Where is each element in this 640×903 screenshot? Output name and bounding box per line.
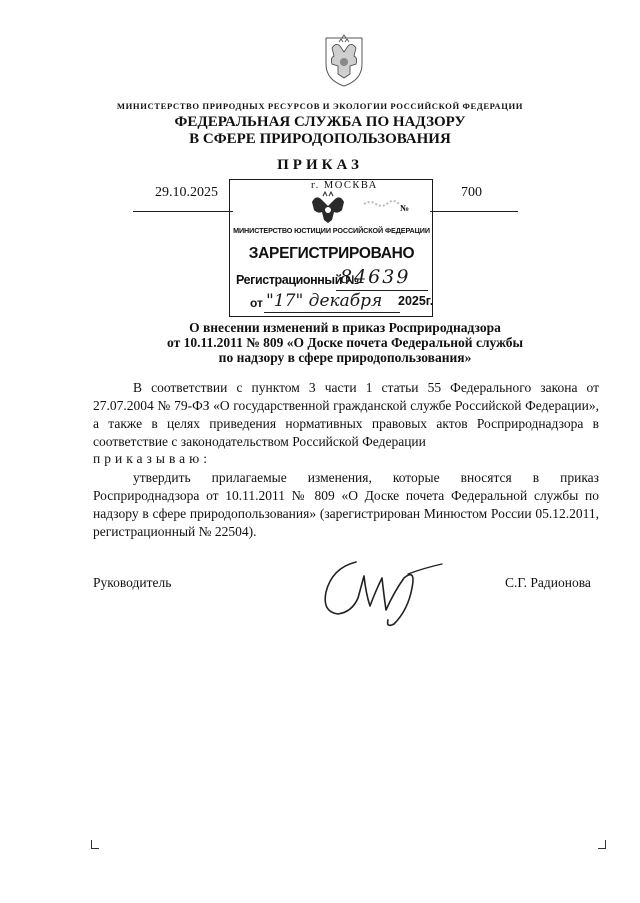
corner-mark-bottom-right (598, 840, 606, 849)
stamp-date-underline (264, 312, 400, 313)
corner-mark-bottom-left (91, 840, 99, 849)
stamp-date-value: "17" декабря (266, 291, 383, 311)
order-subject (0, 320, 640, 365)
stamp-ministry: МИНИСТЕРСТВО ЮСТИЦИИ РОССИЙСКОЙ ФЕДЕРАЦИИ (233, 226, 430, 235)
document-type: ПРИКАЗ (277, 157, 363, 173)
handwritten-signature (312, 548, 450, 630)
service-line-1: ФЕДЕРАЛЬНАЯ СЛУЖБА ПО НАДЗОРУ (174, 114, 466, 130)
city-name: г. МОСКВА (311, 180, 378, 191)
subject-line-1: О внесении изменений в приказ Росприроднадзора (189, 320, 501, 335)
number-underline (430, 211, 518, 212)
stamp-smudge (362, 198, 402, 210)
subject-line-3: по надзору в сфере природопользования» (218, 350, 472, 365)
preamble-paragraph: В соответствии с пунктом 3 части 1 статьи 55 Федерального закона от 27.07.2004 № 79-ФЗ «О государственной гражданской службе Российской Федерации», а также в целях приведения нормативных правовых актов Росприроднадзора в соответствие с законодательством Российской Федерации (93, 380, 599, 449)
stamp-registration-number: 84639 (340, 266, 411, 288)
order-number: 700 (461, 185, 482, 200)
stamp-date-year: 2025г. (398, 294, 434, 308)
subject-line-2: от 10.11.2011 № 809 «О Доске почета Федеральной службы (167, 335, 523, 350)
stamp-registered: ЗАРЕГИСТРИРОВАНО (248, 245, 415, 262)
coat-of-arms-icon (322, 34, 366, 88)
stamp-registration-label: Регистрационный № (236, 273, 359, 287)
order-date: 29.10.2025 (155, 185, 218, 200)
service-line-2: В СФЕРЕ ПРИРОДОПОЛЬЗОВАНИЯ (189, 131, 451, 147)
signatory-name: С.Г. Радионова (505, 575, 591, 590)
ministry-name: МИНИСТЕРСТВО ПРИРОДНЫХ РЕСУРСОВ И ЭКОЛОГИИ РОССИЙСКОЙ ФЕДЕРАЦИИ (116, 101, 524, 111)
date-underline (133, 211, 233, 212)
service-name (0, 114, 640, 148)
signatory-title: Руководитель (93, 575, 172, 590)
stamp-eagle-icon (308, 190, 348, 224)
order-directive: приказываю: (93, 451, 211, 466)
stamp-date-prefix: от (250, 296, 263, 310)
operative-paragraph: утвердить прилагаемые изменения, которые вносятся в приказ Росприроднадзора от 10.11.2011 № 809 «О Доске почета Федеральной службы по надзору в сфере природопользования» (зарегистрирован Минюстом России 05.12.2011, регистрационный № 22504). (93, 470, 599, 539)
stamp-number-sign: № (400, 203, 410, 213)
